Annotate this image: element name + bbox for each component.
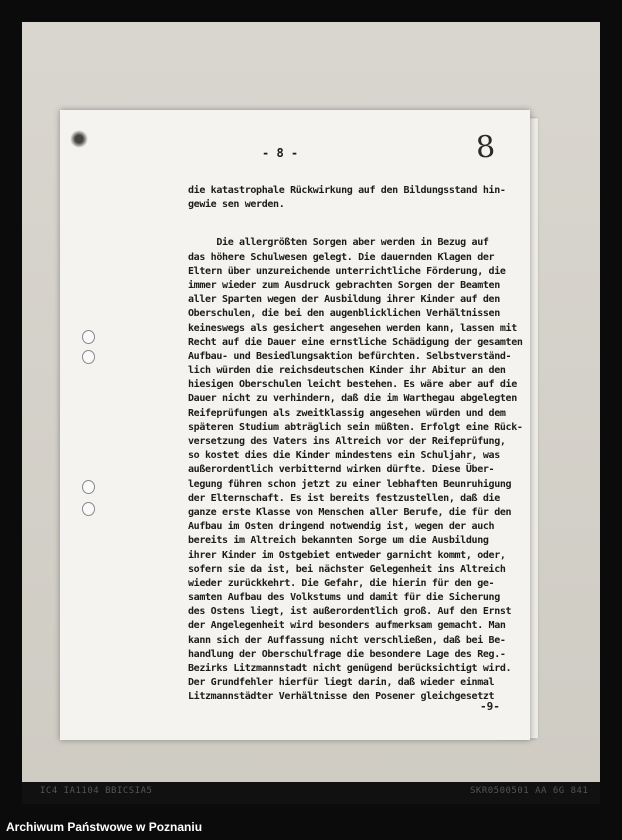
- punch-hole-icon: [82, 350, 95, 364]
- text-line: Oberschulen, die bei den augenblicklichen Verhältnissen: [188, 308, 500, 320]
- text-line: Bezirks Litzmannstadt nicht genügend berücksichtigt wird.: [188, 663, 512, 674]
- text-line: keineswegs als gesichert angesehen werden kann, lassen mit: [188, 322, 517, 334]
- text-line: ihrer Kinder im Ostgebiet entweder garnicht kommt, oder,: [188, 549, 506, 561]
- text-line: so kostet dies die Kinder mindestens ein Schuljahr, was: [188, 450, 500, 462]
- handwritten-page-number: 8: [474, 129, 497, 166]
- text-line: Der Grundfehler hierfür liegt darin, daß wieder einmal: [188, 677, 495, 689]
- text-line: ganze erste Klasse von Menschen aller Berufe, die für den: [188, 506, 512, 518]
- text-line: aller Sparten wegen der Ausbildung ihrer Kinder auf den: [188, 294, 500, 306]
- scan-strip-right-code: SKR0500501 AA 6G 841: [470, 786, 589, 796]
- next-page-marker: -9-: [480, 700, 500, 713]
- punch-hole-icon: [82, 330, 95, 344]
- text-line: sofern sie da ist, bei nächster Gelegenheit ins Altreich: [188, 563, 506, 575]
- text-line: Litzmannstädter Verhältnisse den Posener gleichgesetzt: [188, 691, 495, 703]
- text-line: lich würden die reichsdeutschen Kinder ihr Abitur an den: [188, 365, 506, 377]
- text-line: Aufbau- und Besiedlungsaktion befürchten. Selbstverständ-: [188, 350, 512, 362]
- text-line: Dauer nicht zu verhindern, daß die im Warthegau abgelegten: [188, 393, 517, 405]
- text-line: kann sich der Auffassung nicht verschließen, daß bei Be-: [188, 634, 506, 646]
- document-body-text: [188, 184, 533, 705]
- text-line: samten Aufbau des Volkstums und damit für die Sicherung: [188, 592, 500, 604]
- text-line: gewie sen werden.: [188, 199, 285, 211]
- text-line: handlung der Oberschulfrage die besondere Lage des Reg.-: [188, 648, 506, 660]
- text-line: der Angelegenheit wird besonders aufmerksam gemacht. Man: [188, 620, 506, 632]
- paragraph-gap: [188, 212, 533, 236]
- text-line: hiesigen Oberschulen leicht bestehen. Es wäre aber auf die: [188, 379, 517, 391]
- text-line: außerordentlich verbitternd wirken dürfte. Diese Über-: [188, 464, 495, 476]
- text-line: Reifeprüfungen als zweitklassig angesehen würden und dem: [188, 407, 506, 419]
- punch-hole-icon: [82, 480, 95, 494]
- text-line: bereits im Altreich bekannten Sorge um die Ausbildung: [188, 535, 489, 547]
- text-line: späteren Studium abträglich sein müßten. Erfolgt eine Rück-: [188, 421, 523, 433]
- text-line: wieder zurückkehrt. Die Gefahr, die hierin für den ge-: [188, 577, 495, 589]
- punch-hole-icon: [82, 502, 95, 516]
- text-line: versetzung des Vaters ins Altreich vor der Reifeprüfung,: [188, 436, 506, 447]
- text-line: legung führen schon jetzt zu einer lebhaften Beunruhigung: [188, 478, 512, 490]
- text-line: der Elternschaft. Es ist bereits festzustellen, daß die: [188, 492, 500, 504]
- text-line: die katastrophale Rückwirkung auf den Bildungsstand hin-: [188, 185, 506, 196]
- text-line: des Ostens liegt, ist außerordentlich groß. Auf den Ernst: [188, 606, 512, 618]
- text-line: immer wieder zum Ausdruck gebrachten Sorgen der Beamten: [188, 279, 500, 291]
- text-line: das höhere Schulwesen gelegt. Die dauernden Klagen der: [188, 251, 495, 263]
- text-line: Recht auf die Dauer eine ernstliche Schädigung der gesamten: [188, 336, 523, 348]
- page-number-marker: - 8 -: [262, 146, 299, 160]
- ink-spot: [70, 130, 88, 148]
- text-line: Aufbau im Osten dringend notwendig ist, wegen der auch: [188, 521, 495, 533]
- text-line: Die allergrößten Sorgen aber werden in Bezug auf: [188, 237, 489, 249]
- archive-label: Archiwum Państwowe w Poznaniu: [6, 820, 203, 834]
- text-line: Eltern über unzureichende unterrichtliche Förderung, die: [188, 265, 506, 277]
- scan-strip-left-code: IC4 IA1104 BBICSIA5: [40, 786, 153, 796]
